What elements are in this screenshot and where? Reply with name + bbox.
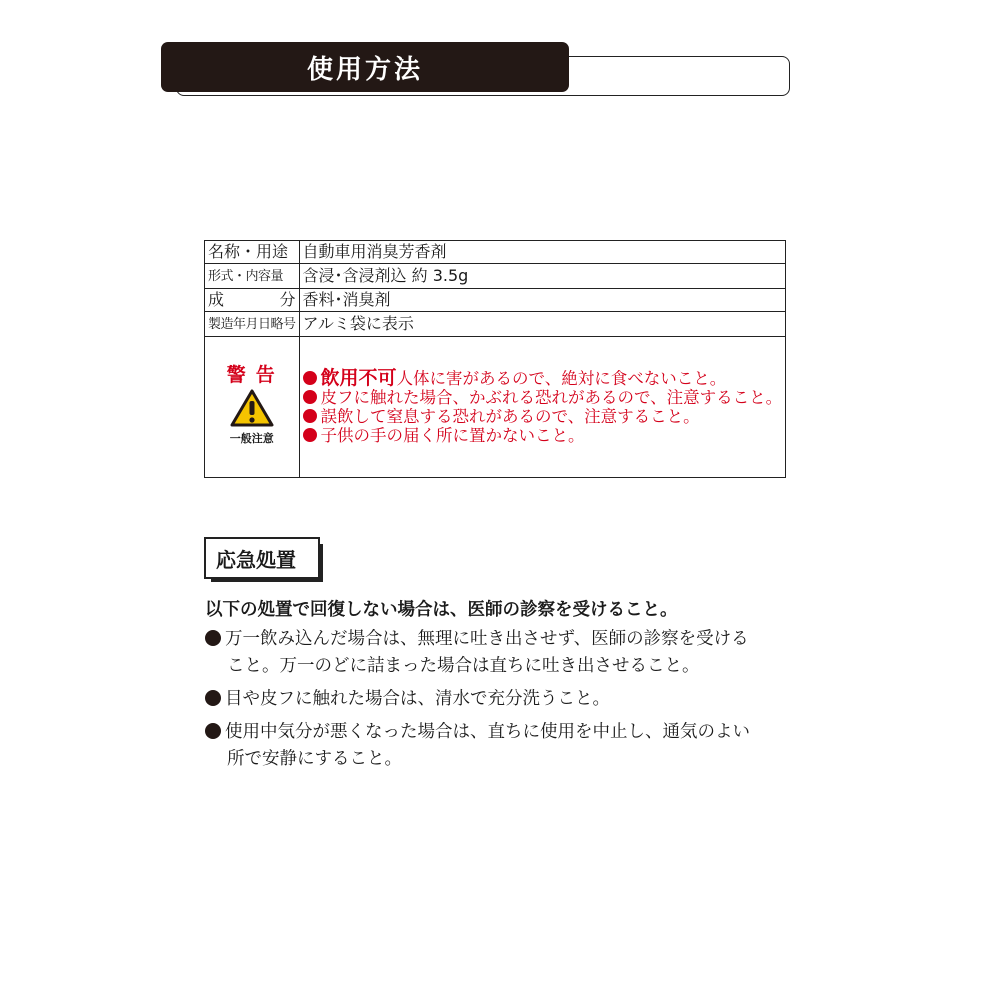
spec-table xyxy=(204,240,786,478)
spec-row-format xyxy=(205,264,786,289)
first-aid-lead: 以下の処置で回復しない場合は、医師の診察を受けること。 xyxy=(205,600,678,620)
warning-item: 誤飲して窒息する恐れがあるので、注意すること。 xyxy=(303,407,783,426)
spec-key-lot: 製造年月日略号 xyxy=(205,312,300,337)
section-title-first-aid: 応急処置 xyxy=(204,537,320,579)
spec-key-ingredients: 成 分 xyxy=(205,289,300,312)
first-aid-item: 目や皮フに触れた場合は、清水で充分洗うこと。 xyxy=(205,686,750,713)
spec-value-format: 含浸･含浸剤込 約 3.5g xyxy=(299,264,786,289)
spec-row-ingredients xyxy=(205,289,786,312)
spec-value-ingredients: 香料･消臭剤 xyxy=(299,289,786,312)
spec-row-name xyxy=(205,241,786,264)
spec-value-lot: アルミ袋に表示 xyxy=(299,312,786,337)
spec-row-warning xyxy=(205,337,786,478)
first-aid-item: 使用中気分が悪くなった場合は、直ちに使用を中止し、通気のよい所で安静にすること。 xyxy=(205,719,750,773)
warning-item: 飲用不可人体に害があるので、絶対に食べないこと。 xyxy=(303,369,783,388)
warning-title: 警告 xyxy=(226,364,285,386)
spec-row-lot xyxy=(205,312,786,337)
first-aid-item: 万一飲み込んだ場合は、無理に吐き出させず、医師の診察を受けること。万一のどに詰まった場合は直ちに吐き出させること。 xyxy=(205,626,750,680)
warning-item: 子供の手の届く所に置かないこと。 xyxy=(303,426,783,445)
warning-label-cell xyxy=(205,337,300,478)
section-title-usage: 使用方法 xyxy=(161,42,569,92)
warning-list xyxy=(299,337,786,478)
spec-key-format: 形式・内容量 xyxy=(205,264,300,289)
first-aid-list xyxy=(205,626,750,779)
spec-key-name: 名称・用途 xyxy=(205,241,300,264)
warning-icon-label: 一般注意 xyxy=(229,432,274,445)
warning-item: 皮フに触れた場合、かぶれる恐れがあるので、注意すること。 xyxy=(303,388,783,407)
spec-value-name: 自動車用消臭芳香剤 xyxy=(299,241,786,264)
warning-triangle-icon xyxy=(230,389,274,427)
